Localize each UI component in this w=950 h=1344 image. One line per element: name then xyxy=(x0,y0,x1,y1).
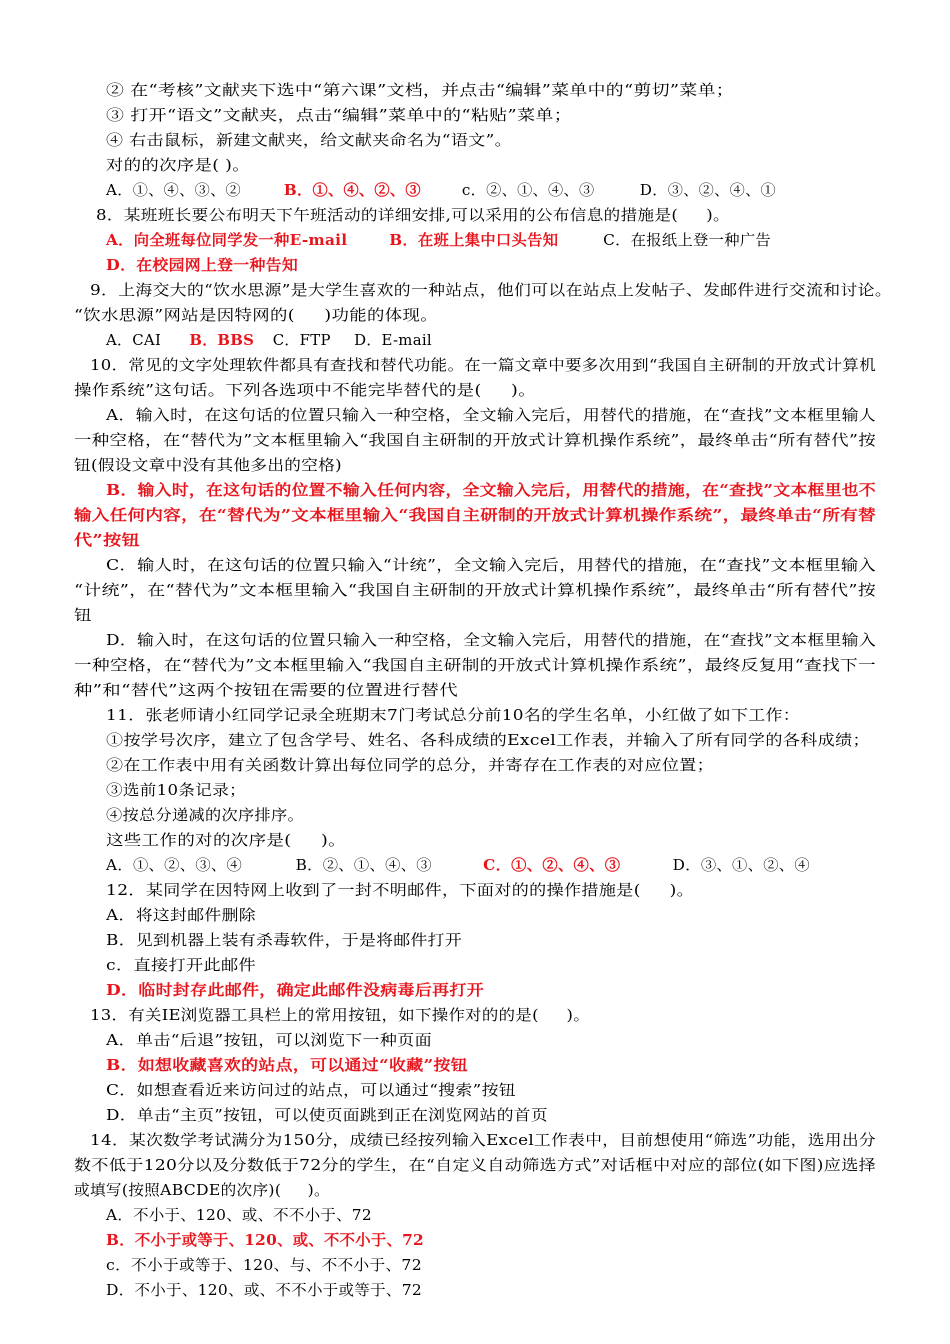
text-segment: 钮(假设文章中没有其他多出的空格) xyxy=(74,456,343,474)
text-line xyxy=(106,1030,432,1052)
text-segment: D．E-mail xyxy=(354,331,432,349)
text-line xyxy=(106,705,800,727)
answer-text: A．向全班每位同学发一种E-mail xyxy=(106,231,348,249)
answer-text: B．输入时，在这句话的位置不输入任何内容，全文输入完后，用替代的措施，在“查找”文本框里也不 xyxy=(106,481,877,499)
text-line xyxy=(74,605,92,627)
text-segment: ④ 右击鼠标，新建文献夹，给文献夹命名为“语文”。 xyxy=(106,131,512,149)
text-line xyxy=(74,655,876,677)
text-segment: A．①、④、③、② xyxy=(106,181,242,199)
text-line xyxy=(106,130,512,152)
text-segment: 钮 xyxy=(74,606,92,624)
text-segment: A．将这封邮件删除 xyxy=(106,906,256,924)
text-segment: ③选前10条记录； xyxy=(106,781,246,799)
text-line xyxy=(74,505,876,527)
text-segment: A．单击“后退”按钮，可以浏览下一种页面 xyxy=(106,1031,432,1049)
text-line xyxy=(106,1280,422,1302)
text-segment: ④按总分递减的次序排序。 xyxy=(106,806,305,824)
answer-text: D．在校园网上登一种告知 xyxy=(106,256,298,274)
text-segment: 或填写(按照ABCDE的次序)( )。 xyxy=(74,1181,330,1199)
answer-text: 代”按钮 xyxy=(74,531,140,549)
text-line xyxy=(74,1155,876,1177)
text-line xyxy=(106,1205,372,1227)
text-line xyxy=(90,1005,590,1027)
text-line xyxy=(106,880,694,902)
answer-text: C．①、②、④、③ xyxy=(483,856,621,874)
text-line xyxy=(90,1130,876,1152)
answer-text: B．如想收藏喜欢的站点，可以通过“收藏”按钮 xyxy=(106,1056,468,1074)
text-line xyxy=(106,905,256,927)
text-segment: B．见到机器上装有杀毒软件，于是将邮件打开 xyxy=(106,931,463,949)
text-segment: C．如想查看近来访问过的站点，可以通过“搜索”按钮 xyxy=(106,1081,517,1099)
text-segment: C．在报纸上登一种广告 xyxy=(603,231,771,249)
text-line xyxy=(74,455,342,477)
text-segment: A．不小于、120、或、不不小于、72 xyxy=(106,1206,373,1224)
text-line xyxy=(74,530,140,552)
text-segment: D．输入时，在这句话的位置只输入一种空格，全文输入完后，用替代的措施，在“查找”文本框里输入 xyxy=(106,631,877,649)
answer-text: B．在班上集中口头告知 xyxy=(389,231,559,249)
text-segment: 一种空格，在“替代为”文本框里输入“我国自主研制的开放式计算机操作系统”，最终反复用“查找下一 xyxy=(74,656,877,674)
text-line xyxy=(74,380,536,402)
text-segment: ①按学号次序，建立了包含学号、姓名、各科成绩的Excel工作表，并输入了所有同学的各科成绩； xyxy=(106,731,871,749)
text-line xyxy=(74,1180,330,1202)
text-line xyxy=(106,1255,422,1277)
text-segment: A．输入时，在这句话的位置只输入一种空格，全文输入完后，用替代的措施，在“查找”文本框里输人 xyxy=(106,406,876,424)
answer-text: B．BBS xyxy=(189,331,255,349)
text-segment: 这些工作的对的次序是( )。 xyxy=(106,831,346,849)
text-line xyxy=(106,1055,468,1077)
text-segment: C．FTP xyxy=(272,331,331,349)
text-segment: 操作系统”这句话。下列各选项中不能完毕替代的是( )。 xyxy=(74,381,536,399)
text-line xyxy=(106,980,484,1002)
text-segment: D．单击“主页”按钮，可以使页面跳到正在浏览网站的首页 xyxy=(106,1106,549,1124)
text-segment: c．直接打开此邮件 xyxy=(106,956,257,974)
text-line xyxy=(106,155,250,177)
text-line xyxy=(106,80,734,102)
text-line xyxy=(106,105,572,127)
text-segment: 数不低于120分以及分数低于72分的学生，在“自定义自动筛选方式”对话框中对应的部位(如下图)应选择 xyxy=(74,1156,877,1174)
text-line xyxy=(74,430,876,452)
text-segment: ② 在“考核”文献夹下选中“第六课”文档，并点击“编辑”菜单中的“剪切”菜单； xyxy=(106,81,735,99)
text-segment: c．不小于或等于、120、与、不不小于、72 xyxy=(106,1256,422,1274)
text-line xyxy=(106,630,876,652)
text-line xyxy=(106,955,256,977)
text-segment: 种”和“替代”这两个按钮在需要的位置进行替代 xyxy=(74,681,459,699)
text-segment: ②在工作表中用有关函数计算出每位同学的总分，并寄存在工作表的对应位置； xyxy=(106,756,715,774)
answer-text: B．①、④、②、③ xyxy=(283,181,421,199)
text-segment: D．③、①、②、④ xyxy=(672,856,810,874)
text-line xyxy=(106,930,462,952)
text-segment: 对的的次序是( )。 xyxy=(106,156,251,174)
text-segment: 一种空格，在“替代为”文本框里输入“我国自主研制的开放式计算机操作系统”，最终单击“所有替代”按 xyxy=(74,431,876,449)
text-line xyxy=(106,755,714,777)
text-line xyxy=(106,1230,424,1252)
text-segment: 9．上海交大的“饮水思源”是大学生喜欢的一种站点，他们可以在站点上发帖子、发邮件进行交流和讨论。 xyxy=(90,281,893,299)
text-segment: A．①、②、③、④ xyxy=(106,856,243,874)
text-segment: C．输人时，在这句话的位置只输入“计统”，全文输入完后，用替代的措施，在“查找”文本框里输入 xyxy=(106,556,877,574)
text-line xyxy=(90,280,892,302)
text-line xyxy=(106,730,870,752)
text-segment: 12．某同学在因特网上收到了一封不明邮件，下面对的的操作措施是( )。 xyxy=(106,881,695,899)
text-line xyxy=(106,830,346,852)
text-segment: c．②、①、④、③ xyxy=(461,181,595,199)
text-segment: 11．张老师请小红同学记录全班期末7门考试总分前10名的学生名单，小红做了如下工作： xyxy=(106,706,801,724)
text-segment: B．②、①、④、③ xyxy=(295,856,432,874)
text-line xyxy=(74,305,438,327)
text-line xyxy=(106,405,876,427)
text-line xyxy=(106,1080,516,1102)
text-line xyxy=(106,805,304,827)
text-segment: 14．某次数学考试满分为150分，成绩已经按列输入Excel工作表中，目前想使用“筛选”功能，选用出分 xyxy=(90,1131,876,1149)
text-line xyxy=(90,355,876,377)
answer-text: 输入任何内容，在“替代为”文本框里输入“我国自主研制的开放式计算机操作系统”，最终单击“所有替 xyxy=(74,506,877,524)
text-segment: ③ 打开“语文”文献夹，点击“编辑”菜单中的“粘贴”菜单； xyxy=(106,106,573,124)
text-segment: D．不小于、120、或、不不小于或等于、72 xyxy=(106,1281,423,1299)
text-line xyxy=(96,205,730,227)
text-segment: 8．某班班长要公布明天下午班活动的详细安排,可以采用的公布信息的措施是( )。 xyxy=(96,206,730,224)
text-line xyxy=(106,255,298,277)
text-segment: “饮水思源”网站是因特网的( )功能的体现。 xyxy=(74,306,439,324)
text-line xyxy=(106,1105,548,1127)
text-segment: D．③、②、④、① xyxy=(639,181,777,199)
text-segment: 13．有关IE浏览器工具栏上的常用按钮，如下操作对的的是( )。 xyxy=(90,1006,590,1024)
answer-text: D．临时封存此邮件，确定此邮件没病毒后再打开 xyxy=(106,981,484,999)
answer-text: B．不小于或等于、120、或、不不小于、72 xyxy=(106,1231,425,1249)
text-segment: A．CAI xyxy=(106,331,162,349)
text-line xyxy=(106,480,876,502)
text-segment: “计统”，在“替代为”文本框里输入“我国自主研制的开放式计算机操作系统”，最终单击“所有替代”按 xyxy=(74,581,876,599)
text-line xyxy=(106,780,246,802)
text-line xyxy=(74,580,876,602)
text-segment: 10．常见的文字处理软件都具有查找和替代功能。在一篇文章中要多次用到“我国自主研制的开放式计算机 xyxy=(90,356,876,374)
text-line xyxy=(74,680,458,702)
text-line xyxy=(106,555,876,577)
